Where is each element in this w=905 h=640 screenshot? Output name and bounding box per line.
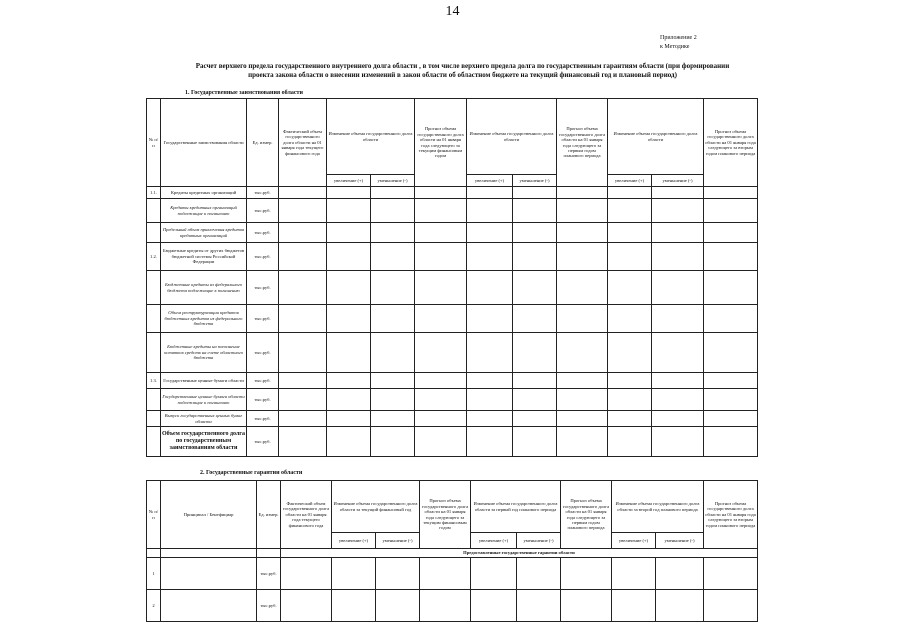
- value-cell: [652, 223, 704, 243]
- value-cell: [557, 305, 608, 333]
- value-cell: [279, 271, 327, 305]
- row-name: Бюджетные кредиты на пополнение остатков средств на счете областного бюджета: [161, 333, 247, 373]
- header-forecast-current: Прогноз объема государственного долга области на 01 января года следующего за текущим финансовым годом: [420, 481, 471, 549]
- header-increase: увеличение (+): [612, 533, 656, 549]
- header-change-plan1: Изменение объема государственного долга области за первый год планового периода: [471, 481, 561, 533]
- value-cell: [608, 373, 652, 389]
- row-unit: тыс.руб.: [247, 199, 279, 223]
- row-num: [147, 223, 161, 243]
- value-cell: [557, 373, 608, 389]
- value-cell: [371, 305, 415, 333]
- table-row: [147, 373, 758, 389]
- value-cell: [652, 389, 704, 411]
- table-row: [147, 558, 758, 590]
- value-cell: [467, 271, 513, 305]
- value-cell: [467, 373, 513, 389]
- value-cell: [371, 243, 415, 271]
- table-row: [147, 305, 758, 333]
- value-cell: [704, 389, 758, 411]
- value-cell: [608, 187, 652, 199]
- value-cell: [327, 373, 371, 389]
- value-cell: [656, 558, 704, 590]
- value-cell: [467, 199, 513, 223]
- value-cell: [704, 333, 758, 373]
- value-cell: [513, 199, 557, 223]
- value-cell: [376, 558, 420, 590]
- value-cell: [557, 243, 608, 271]
- value-cell: [279, 199, 327, 223]
- value-cell: [704, 243, 758, 271]
- value-cell: [327, 411, 371, 427]
- value-cell: [467, 187, 513, 199]
- value-cell: [327, 427, 371, 457]
- value-cell: [513, 271, 557, 305]
- value-cell: [279, 243, 327, 271]
- row-unit: тыс.руб.: [247, 305, 279, 333]
- row-num: 1: [147, 558, 161, 590]
- value-cell: [557, 333, 608, 373]
- header-forecast-plan2: Прогноз объема государственного долга области на 01 января года следующего за вторым годом планового периода: [704, 99, 758, 187]
- header-change-plan2: Изменение объема государственного долга области за второй год планового периода: [612, 481, 704, 533]
- row-num: 1.1.: [147, 187, 161, 199]
- header-forecast-current: Прогноз объема государственного долга области на 01 января года следующего за текущим финансовым годом: [415, 99, 467, 187]
- value-cell: [557, 271, 608, 305]
- row-num: [147, 333, 161, 373]
- value-cell: [467, 243, 513, 271]
- table-row: [147, 187, 758, 199]
- row-num: [147, 389, 161, 411]
- value-cell: [608, 411, 652, 427]
- value-cell: [652, 243, 704, 271]
- table-row: [147, 223, 758, 243]
- value-cell: [557, 389, 608, 411]
- value-cell: [415, 411, 467, 427]
- value-cell: [557, 411, 608, 427]
- header-change-current: Изменение объема государственного долга области за текущий финансовый год: [332, 481, 420, 533]
- row-name: Объем государственного долга по государственным заимствованиям области: [161, 427, 247, 457]
- value-cell: [371, 373, 415, 389]
- value-cell: [279, 187, 327, 199]
- value-cell: [371, 389, 415, 411]
- value-cell: [415, 223, 467, 243]
- value-cell: [371, 411, 415, 427]
- value-cell: [279, 333, 327, 373]
- guarantees-table: [146, 480, 758, 622]
- value-cell: [279, 389, 327, 411]
- value-cell: [608, 389, 652, 411]
- table-row: [147, 411, 758, 427]
- value-cell: [608, 305, 652, 333]
- header-forecast-plan2: Прогноз объема государственного долга области на 01 января года следующего за вторым годом планового периода: [704, 481, 758, 549]
- row-num: [147, 411, 161, 427]
- value-cell: [652, 305, 704, 333]
- row-unit: тыс.руб.: [257, 590, 281, 622]
- value-cell: [704, 373, 758, 389]
- value-cell: [467, 411, 513, 427]
- value-cell: [557, 187, 608, 199]
- value-cell: [376, 590, 420, 622]
- value-cell: [415, 373, 467, 389]
- section-1-title: 1. Государственные заимствования области: [185, 90, 303, 96]
- header-decrease: уменьшение (-): [656, 533, 704, 549]
- value-cell: [371, 271, 415, 305]
- value-cell: [467, 333, 513, 373]
- value-cell: [415, 305, 467, 333]
- header-increase: увеличение (+): [467, 175, 513, 187]
- value-cell: [327, 389, 371, 411]
- value-cell: [513, 333, 557, 373]
- value-cell: [415, 187, 467, 199]
- value-cell: [467, 389, 513, 411]
- row-name: Кредиты кредитных организаций: [161, 187, 247, 199]
- table-row: [147, 333, 758, 373]
- value-cell: [652, 373, 704, 389]
- header-increase: увеличение (+): [471, 533, 517, 549]
- value-cell: [471, 558, 517, 590]
- value-cell: [279, 223, 327, 243]
- guarantees-table-body: [147, 558, 758, 622]
- header-num: № п/п: [147, 481, 161, 549]
- value-cell: [471, 590, 517, 622]
- value-cell: [281, 590, 332, 622]
- value-cell: [332, 590, 376, 622]
- row-unit: тыс.руб.: [247, 243, 279, 271]
- value-cell: [327, 199, 371, 223]
- value-cell: [371, 223, 415, 243]
- document-title-line-1: Расчет верхнего предела государственного внутреннего долга области , в том числе верхнего предела долга по государственным гарантиям области (при формировании: [195, 62, 730, 70]
- header-change-current: Изменение объема государственного долга области: [327, 99, 415, 175]
- provided-guarantees-label: Предоставленные государственные гарантии области: [281, 549, 758, 558]
- document-title: [150, 62, 775, 80]
- borrowings-table: [146, 98, 758, 457]
- row-name: Предельный объем привлечения кредитов кредитных организаций: [161, 223, 247, 243]
- value-cell: [513, 305, 557, 333]
- table-row: [147, 271, 758, 305]
- value-cell: [279, 411, 327, 427]
- header-forecast-plan1: Прогноз объема государственного долга области на 01 января года следующего за первым годом планового периода: [561, 481, 612, 549]
- value-cell: [371, 333, 415, 373]
- row-unit: тыс.руб.: [247, 333, 279, 373]
- row-unit: тыс.руб.: [247, 389, 279, 411]
- guarantees-subheader-row: [147, 549, 758, 558]
- value-cell: [327, 187, 371, 199]
- header-decrease: уменьшение (-): [371, 175, 415, 187]
- header-increase: увеличение (+): [327, 175, 371, 187]
- empty-cell: [161, 549, 257, 558]
- value-cell: [279, 427, 327, 457]
- value-cell: [513, 427, 557, 457]
- value-cell: [608, 427, 652, 457]
- header-decrease: уменьшение (-): [517, 533, 561, 549]
- value-cell: [415, 199, 467, 223]
- appendix-line-1: Приложение 2: [660, 35, 697, 41]
- value-cell: [327, 333, 371, 373]
- value-cell: [704, 411, 758, 427]
- value-cell: [704, 305, 758, 333]
- row-unit: тыс.руб.: [247, 187, 279, 199]
- value-cell: [557, 427, 608, 457]
- value-cell: [608, 199, 652, 223]
- value-cell: [371, 187, 415, 199]
- row-unit: тыс.руб.: [247, 373, 279, 389]
- header-unit: Ед. измер.: [257, 481, 281, 549]
- value-cell: [652, 271, 704, 305]
- value-cell: [652, 411, 704, 427]
- row-name: Бюджетные кредиты от других бюджетов бюджетной системы Российской Федерации: [161, 243, 247, 271]
- row-num: [147, 305, 161, 333]
- table-row: [147, 199, 758, 223]
- borrowings-table-body: [147, 187, 758, 457]
- header-decrease: уменьшение (-): [652, 175, 704, 187]
- row-unit: тыс.руб.: [257, 558, 281, 590]
- value-cell: [704, 590, 758, 622]
- value-cell: [467, 305, 513, 333]
- row-unit: тыс.руб.: [247, 223, 279, 243]
- table-header-row: [147, 481, 758, 533]
- value-cell: [513, 187, 557, 199]
- value-cell: [327, 305, 371, 333]
- value-cell: [371, 427, 415, 457]
- value-cell: [513, 373, 557, 389]
- row-unit: тыс.руб.: [247, 427, 279, 457]
- value-cell: [327, 243, 371, 271]
- header-increase: увеличение (+): [608, 175, 652, 187]
- value-cell: [656, 590, 704, 622]
- value-cell: [332, 558, 376, 590]
- value-cell: [704, 223, 758, 243]
- value-cell: [327, 271, 371, 305]
- value-cell: [467, 223, 513, 243]
- header-decrease: уменьшение (-): [513, 175, 557, 187]
- value-cell: [279, 305, 327, 333]
- section-2-title: 2. Государственные гарантии области: [200, 470, 303, 476]
- value-cell: [652, 333, 704, 373]
- value-cell: [415, 243, 467, 271]
- header-num: № п/п: [147, 99, 161, 187]
- table-row: [147, 590, 758, 622]
- row-num: 2: [147, 590, 161, 622]
- value-cell: [513, 243, 557, 271]
- value-cell: [608, 223, 652, 243]
- row-name: Объем реструктуризации кредитов бюджетных кредитов из федерального бюджета: [161, 305, 247, 333]
- row-unit: тыс.руб.: [247, 411, 279, 427]
- row-unit: тыс.руб.: [247, 271, 279, 305]
- value-cell: [704, 187, 758, 199]
- value-cell: [561, 590, 612, 622]
- value-cell: [652, 427, 704, 457]
- value-cell: [371, 199, 415, 223]
- value-cell: [415, 389, 467, 411]
- value-cell: [652, 199, 704, 223]
- value-cell: [281, 558, 332, 590]
- value-cell: [612, 558, 656, 590]
- value-cell: [415, 271, 467, 305]
- value-cell: [557, 199, 608, 223]
- header-actual: Фактический объем государственного долга области на 01 января года текущего финансового года: [279, 99, 327, 187]
- table-row: [147, 243, 758, 271]
- appendix-note: [660, 34, 697, 52]
- header-actual: Фактический объем государственного долга области на 01 января года текущего финансового года: [281, 481, 332, 549]
- header-forecast-plan1: Прогноз объема государственного долга области на 01 января года следующего за первым годом планового периода: [557, 99, 608, 187]
- row-num: [147, 199, 161, 223]
- row-num: 1.2.: [147, 243, 161, 271]
- row-name: [161, 558, 257, 590]
- header-change-plan1: Изменение объема государственного долга области: [467, 99, 557, 175]
- row-name: Государственные ценные бумаги области подлежащие к погашению: [161, 389, 247, 411]
- value-cell: [704, 558, 758, 590]
- value-cell: [517, 590, 561, 622]
- value-cell: [561, 558, 612, 590]
- empty-cell: [257, 549, 281, 558]
- header-decrease: уменьшение (-): [376, 533, 420, 549]
- value-cell: [420, 590, 471, 622]
- value-cell: [612, 590, 656, 622]
- header-name: Принципал / Бенефициар: [161, 481, 257, 549]
- value-cell: [415, 427, 467, 457]
- document-title-line-2: проекта закона области о внесении изменений в закон области об областном бюджете на текущий финансовый год и плановый период): [248, 71, 677, 79]
- value-cell: [513, 389, 557, 411]
- row-name: [161, 590, 257, 622]
- value-cell: [652, 187, 704, 199]
- value-cell: [467, 427, 513, 457]
- row-num: 1.3.: [147, 373, 161, 389]
- value-cell: [513, 223, 557, 243]
- row-name: Кредиты кредитных организаций подлежащие к погашению: [161, 199, 247, 223]
- row-name: Выпуск государственных ценных бумаг области: [161, 411, 247, 427]
- empty-cell: [147, 549, 161, 558]
- value-cell: [608, 333, 652, 373]
- row-num: [147, 271, 161, 305]
- page-number: 14: [445, 4, 460, 19]
- value-cell: [415, 333, 467, 373]
- table-row: [147, 389, 758, 411]
- row-num: [147, 427, 161, 457]
- table-row: [147, 427, 758, 457]
- value-cell: [704, 271, 758, 305]
- header-increase: увеличение (+): [332, 533, 376, 549]
- value-cell: [279, 373, 327, 389]
- row-name: Бюджетные кредиты из федерального бюджета подлежащие к погашению: [161, 271, 247, 305]
- value-cell: [608, 243, 652, 271]
- row-name: Государственные ценные бумаги области: [161, 373, 247, 389]
- header-name: Государственные заимствования области: [161, 99, 247, 187]
- value-cell: [420, 558, 471, 590]
- value-cell: [513, 411, 557, 427]
- value-cell: [704, 199, 758, 223]
- value-cell: [517, 558, 561, 590]
- header-change-plan2: Изменение объема государственного долга области: [608, 99, 704, 175]
- value-cell: [557, 223, 608, 243]
- appendix-line-2: к Методике: [660, 44, 690, 50]
- value-cell: [327, 223, 371, 243]
- table-header-row: [147, 99, 758, 175]
- value-cell: [608, 271, 652, 305]
- header-unit: Ед. измер.: [247, 99, 279, 187]
- value-cell: [704, 427, 758, 457]
